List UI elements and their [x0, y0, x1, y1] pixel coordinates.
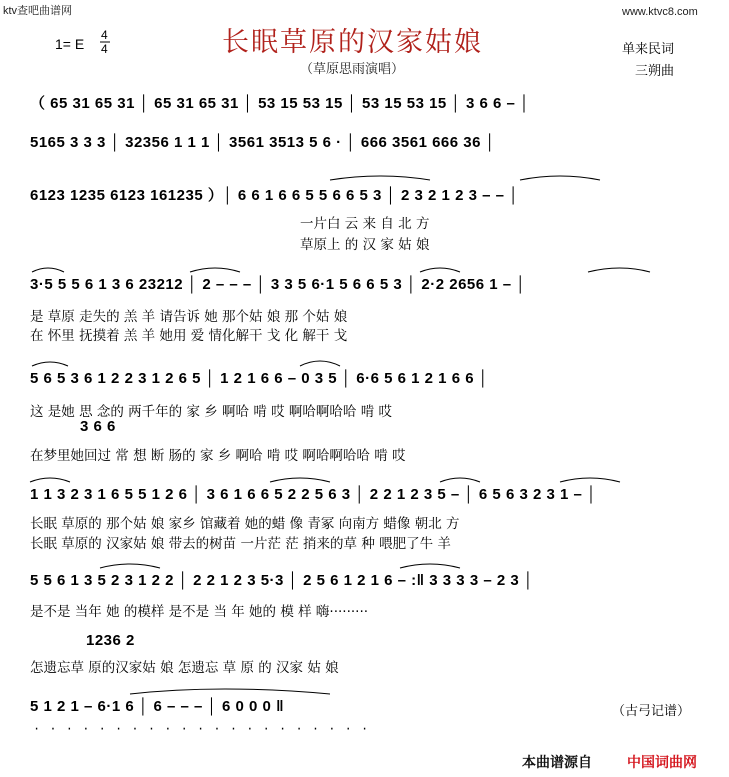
transcriber-credit: （古弓记谱）	[612, 704, 691, 719]
lyrics-row-4-verse-1: 是 草原 走失的 羔 羊 请告诉 她 那个姑 娘 那 个姑 娘	[30, 309, 348, 325]
time-signature-bottom: 4	[101, 42, 108, 56]
score-row-5-alt: 3 6 6	[80, 418, 116, 435]
watermark-right: www.ktvc8.com	[622, 6, 698, 18]
performer-subtitle: （草原思雨演唱）	[300, 62, 405, 77]
lyrics-row-6-verse-1: 长眠 草原的 那个姑 娘 家乡 馆藏着 她的蜡 像 青冢 向南方 蜡像 朝北 方	[30, 516, 460, 532]
score-row-1: （ 65 31 65 31 │ 65 31 65 31 │ 53 15 53 15 │ 53 15 53 15 │ 3 6 6 – │	[30, 95, 530, 112]
repeat-dots: · · · · · · · · · · · · · · · · · · · · ·	[33, 722, 370, 736]
watermark-left: ktv查吧曲谱网	[3, 5, 73, 17]
score-row-5: 5 6 5 3 6 1 2 2 3 1 2 6 5 │ 1 2 1 6 6 – 0 3 5 │ 6·6 5 6 1 2 1 6 6 │	[30, 370, 489, 387]
composer-credit: 三朔曲	[635, 64, 675, 79]
song-title: 长眠草原的汉家姑娘	[222, 27, 483, 58]
score-row-7-alt: 1236 2	[86, 632, 135, 649]
source-site: 中国词曲网	[627, 755, 697, 771]
slur	[560, 478, 620, 482]
slur	[588, 268, 650, 272]
score-row-6: 1 1 3 2 3 1 6 5 5 1 2 6 │ 3 6 1 6 6 5 2 2 5 6 3 │ 2 2 1 2 3 5 – │ 6 5 6 3 2 3 1 – │	[30, 486, 597, 503]
lyrics-row-3-verse-2: 草原上 的 汉 家 姑 娘	[300, 237, 430, 253]
score-row-7: 5 5 6 1 3 5 2 3 1 2 2 │ 2 2 1 2 3 5·3 │ 2 5 6 1 2 1 6 – :‖ 3 3 3 3 – 2 3 │	[30, 572, 534, 589]
slur	[32, 362, 68, 366]
slur	[32, 268, 64, 272]
lyrics-row-5-verse-2: 在梦里她回过 常 想 断 肠的 家 乡 啊哈 啃 哎 啊哈啊哈哈 啃 哎	[30, 448, 406, 464]
score-row-2: 5165 3 3 3 │ 32356 1 1 1 │ 3561 3513 5 6 · │ 666 3561 666 36 │	[30, 134, 496, 151]
slur	[270, 478, 330, 482]
score-row-3: 6123 1235 6123 161235 ）│ 6 6 1 6 6 5 5 6 6 5 3 │ 2 3 2 1 2 3 – – │	[30, 187, 519, 204]
slur	[130, 689, 330, 694]
slur	[440, 478, 480, 482]
lyrics-row-7-verse-2: 怎遗忘草 原的汉家姑 娘 怎遗忘 草 原 的 汉家 姑 娘	[30, 660, 339, 676]
slur	[300, 361, 340, 366]
lyrics-row-3-verse-1: 一片白 云 来 自 北 方	[300, 216, 430, 232]
score-row-8: 5 1 2 1 – 6·1 6 │ 6 – – – │ 6 0 0 0 ‖	[30, 698, 285, 715]
lyrics-row-6-verse-2: 长眠 草原的 汉家姑 娘 带去的树苗 一片茫 茫 捎来的草 种 喂肥了牛 羊	[30, 536, 451, 552]
lyrics-row-5-verse-1: 这 是她 思 念的 两千年的 家 乡 啊哈 啃 哎 啊哈啊哈哈 啃 哎	[30, 404, 392, 420]
slur	[400, 564, 460, 568]
score-row-4: 3·5 5 5 6 1 3 6 23212 │ 2 – – – │ 3 3 5 6·1 5 6 6 5 3 │ 2·2 2656 1 – │	[30, 276, 527, 293]
source-label: 本曲谱源自	[522, 755, 592, 771]
key-signature: 1= E	[55, 36, 85, 52]
slur	[190, 268, 240, 272]
slur	[520, 176, 600, 180]
lyricist-credit: 单来民词	[622, 42, 675, 57]
time-signature-top: 4	[101, 28, 108, 42]
slur	[420, 268, 460, 272]
lyrics-row-4-verse-2: 在 怀里 抚摸着 羔 羊 她用 爱 情化解干 戈 化 解干 戈	[30, 328, 348, 344]
slur	[30, 478, 70, 482]
lyrics-row-7-verse-1: 是不是 当年 她 的模样 是不是 当 年 她的 模 样 嗨·········	[30, 604, 369, 620]
slur	[100, 564, 160, 568]
slur	[330, 176, 430, 180]
